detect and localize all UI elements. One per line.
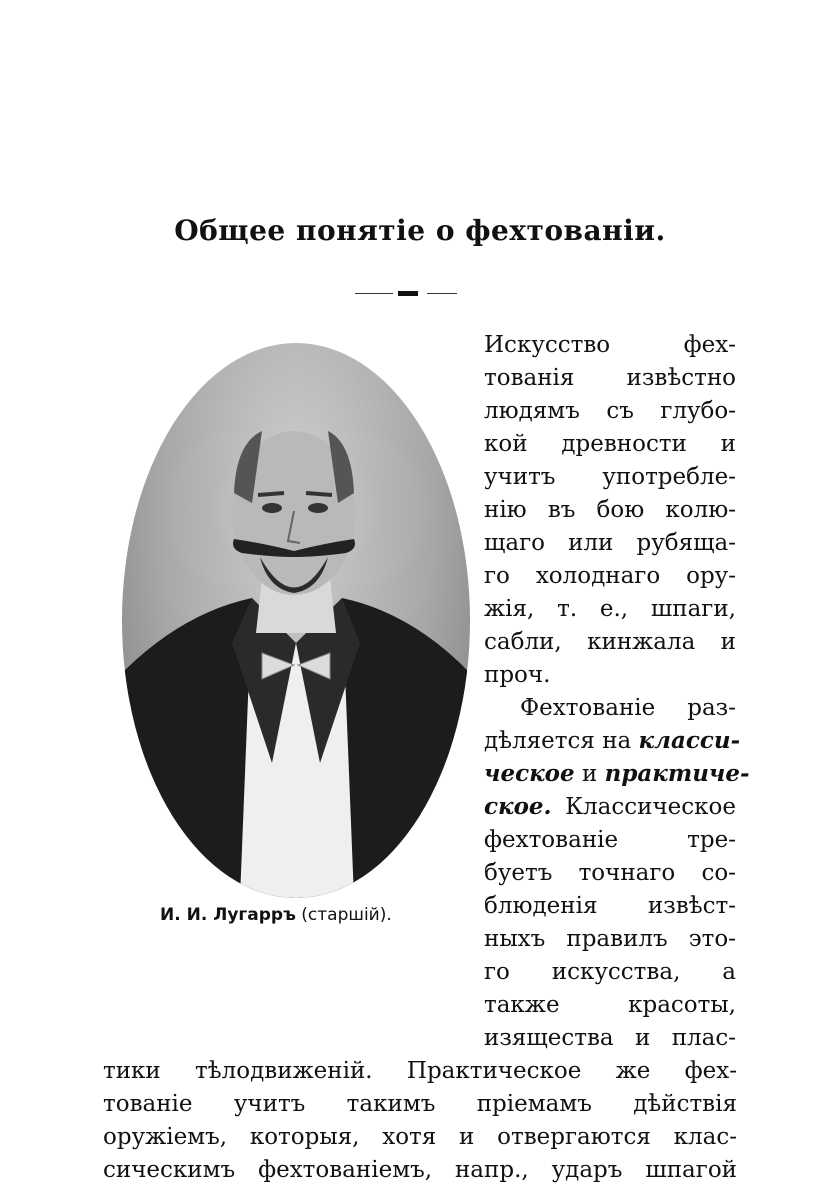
text-line: щаго или рубяща- [484,530,736,556]
text-line: учитъ употребле- [484,464,736,490]
portrait-caption [160,905,440,925]
caption-name: И. И. Лугарръ [160,905,296,925]
text-line: дѣляется на класси- [484,727,741,754]
text-line: кой древности и [484,431,736,457]
text-line: проч. [484,662,551,688]
text-line: изящества и плас- [484,1025,736,1051]
text-line: Фехтованіе раз- [520,695,736,721]
text-line: тики тѣлодвиженій. Практическое же фех- [103,1058,737,1084]
text-line: го искусства, а [484,959,736,985]
text-line: нію въ бою колю- [484,497,736,523]
text-line: буетъ точнаго со- [484,860,736,886]
term-practical: практиче- [604,760,750,787]
text-line: ческое и практиче- [484,760,750,787]
text-line: жія, т. е., шпаги, [484,596,736,622]
text-line: го холоднаго ору- [484,563,736,589]
text-line: тованіе учитъ такимъ пріемамъ дѣйствія [103,1091,737,1117]
text-line: тованія извѣстно [484,365,736,391]
text-line: ское. Классическое [484,793,736,820]
text-line: фехтованіе тре- [484,827,736,853]
text-line: оружіемъ, которыя, хотя и отвергаются клас- [103,1124,737,1150]
page-title: Общее понятіе о фехтованіи. [174,214,666,247]
portrait-illustration-icon [122,343,470,898]
text-line: блюденія извѣст- [484,893,736,919]
term-classic-end: ческое [484,760,575,787]
text-line: людямъ съ глубо- [484,398,736,424]
text-line: Искусство фех- [484,332,736,358]
text-line: сабли, кинжала и [484,629,736,655]
text-line: сическимъ фехтованіемъ, напр., ударъ шпагой [103,1157,737,1183]
term-practical-end: ское. [484,793,552,820]
caption-note: (старшій). [301,905,392,925]
text-line: также красоты, [484,992,736,1018]
portrait-photo [122,343,470,898]
term-classic: класси- [638,727,741,754]
title-ornament [355,290,465,298]
text-line: ныхъ правилъ это- [484,926,736,952]
